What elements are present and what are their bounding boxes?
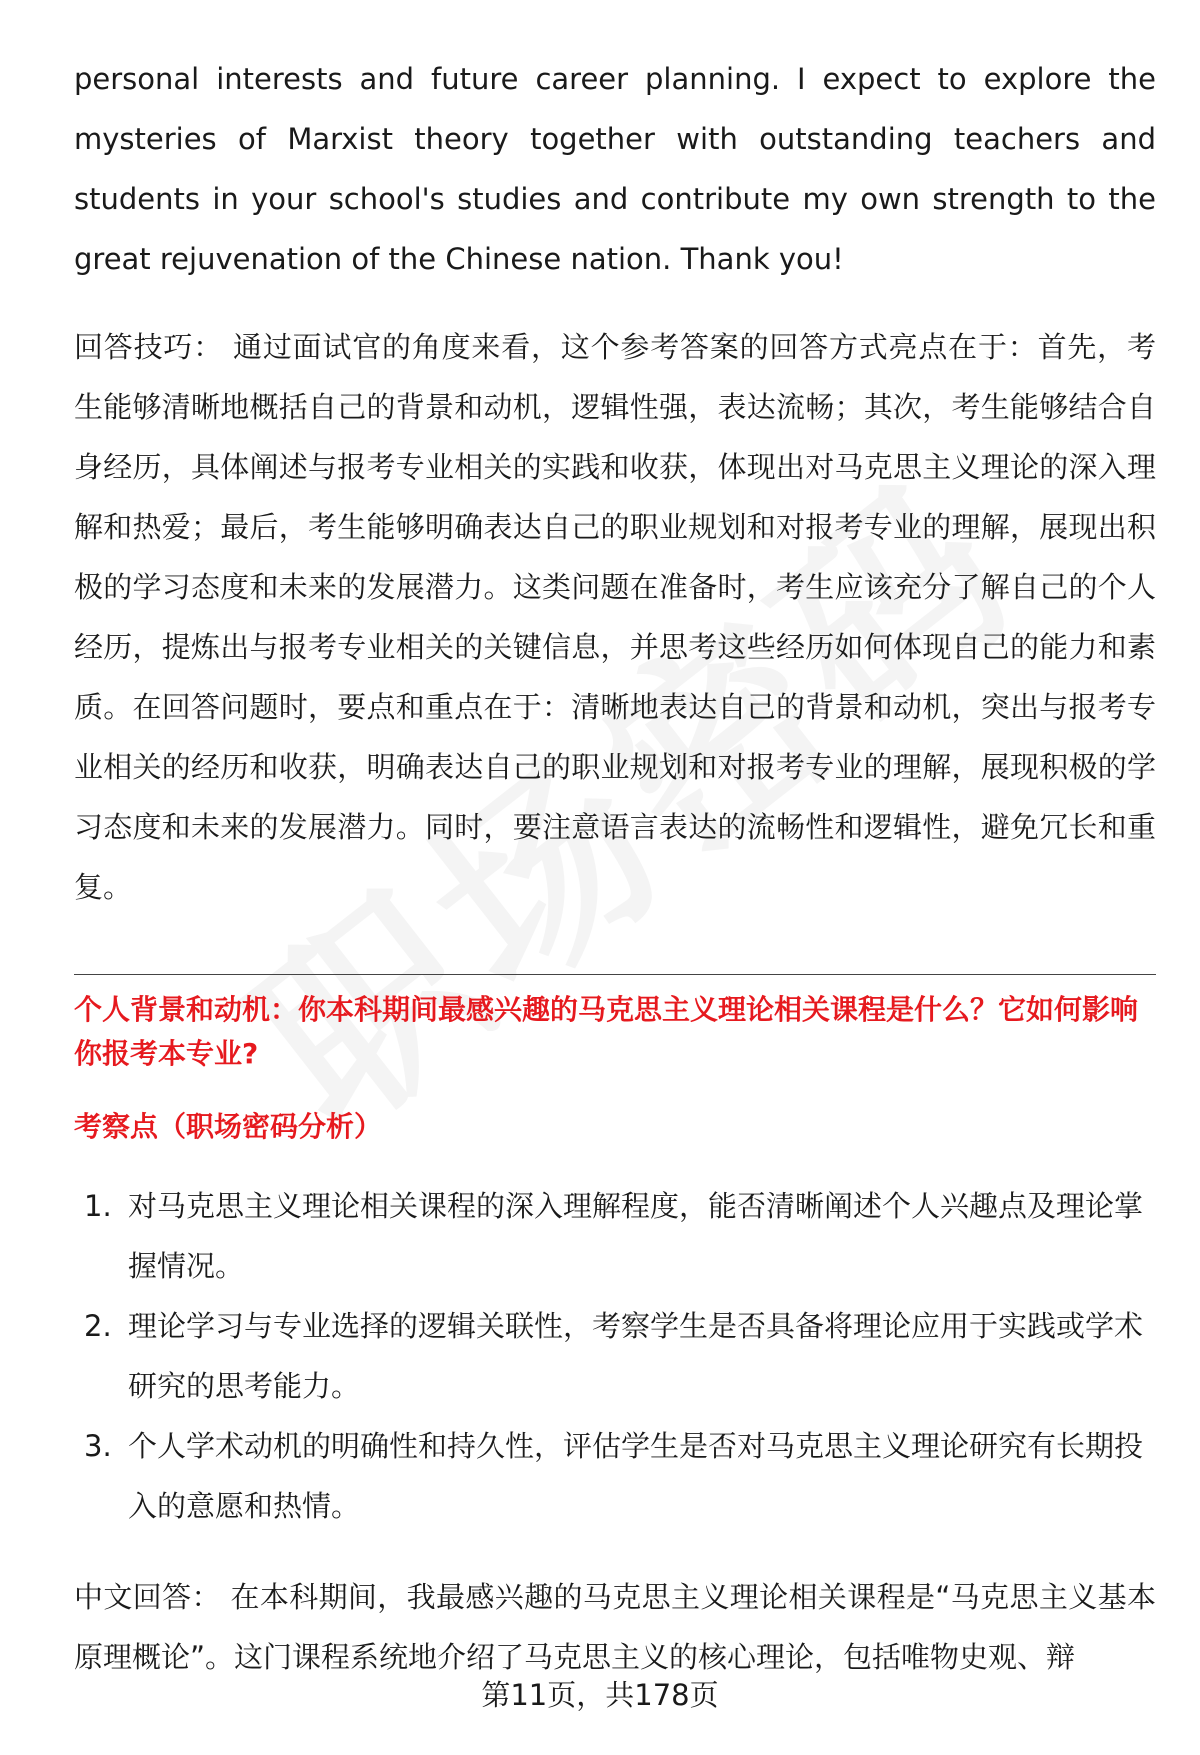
list-item	[74, 1416, 1156, 1536]
list-item	[74, 1176, 1156, 1296]
question-heading: 个人背景和动机：你本科期间最感兴趣的马克思主义理论相关课程是什么？它如何影响你报考本专业?	[74, 993, 1139, 1070]
chinese-answer-label: 中文回答：	[74, 1580, 221, 1614]
section-divider	[74, 974, 1156, 975]
english-answer-paragraph: personal interests and future career planning. I expect to explore the mysteries of Marxist theory together with outstanding teachers and students in your school's studies and contribute my own strength to the great rejuvenation of the Chinese nation. Thank you!	[74, 62, 1156, 276]
chinese-answer-paragraph	[74, 1567, 1156, 1687]
list-item-number: 1.	[84, 1189, 112, 1223]
examine-points-heading: 考察点（职场密码分析）	[74, 1110, 383, 1143]
examine-points-list	[74, 1176, 1156, 1536]
list-item-text: 个人学术动机的明确性和持久性，评估学生是否对马克思主义理论研究有长期投入的意愿和热情。	[128, 1429, 1144, 1523]
list-item-text: 理论学习与专业选择的逻辑关联性，考察学生是否具备将理论应用于实践或学术研究的思考能力。	[128, 1309, 1144, 1403]
list-item	[74, 1296, 1156, 1416]
list-item-number: 2.	[84, 1309, 112, 1343]
page-number-footer: 第11页，共178页	[481, 1678, 719, 1712]
chinese-answer-text: 在本科期间，我最感兴趣的马克思主义理论相关课程是“马克思主义基本原理概论”。这门课程系统地介绍了马克思主义的核心理论，包括唯物史观、辩	[74, 1580, 1156, 1674]
list-item-number: 3.	[84, 1429, 112, 1463]
answer-tips-label: 回答技巧：	[74, 330, 223, 364]
list-item-text: 对马克思主义理论相关课程的深入理解程度，能否清晰阐述个人兴趣点及理论掌握情况。	[128, 1189, 1144, 1283]
answer-tips-paragraph	[74, 317, 1156, 917]
answer-tips-text: 通过面试官的角度来看，这个参考答案的回答方式亮点在于：首先，考生能够清晰地概括自己的背景和动机，逻辑性强，表达流畅；其次，考生能够结合自身经历，具体阐述与报考专业相关的实践和收获，体现出对马克思主义理论的深入理解和热爱；最后，考生能够明确表达自己的职业规划和对报考专业的理解，展现出积极的学习态度和未来的发展潜力。这类问题在准备时，考生应该充分了解自己的个人经历，提炼出与报考专业相关的关键信息，并思考这些经历如何体现自己的能力和素质。在回答问题时，要点和重点在于：清晰地表达自己的背景和动机，突出与报考专业相关的经历和收获，明确表达自己的职业规划和对报考专业的理解，展现积极的学习态度和未来的发展潜力。同时，要注意语言表达的流畅性和逻辑性，避免冗长和重复。	[74, 330, 1156, 904]
